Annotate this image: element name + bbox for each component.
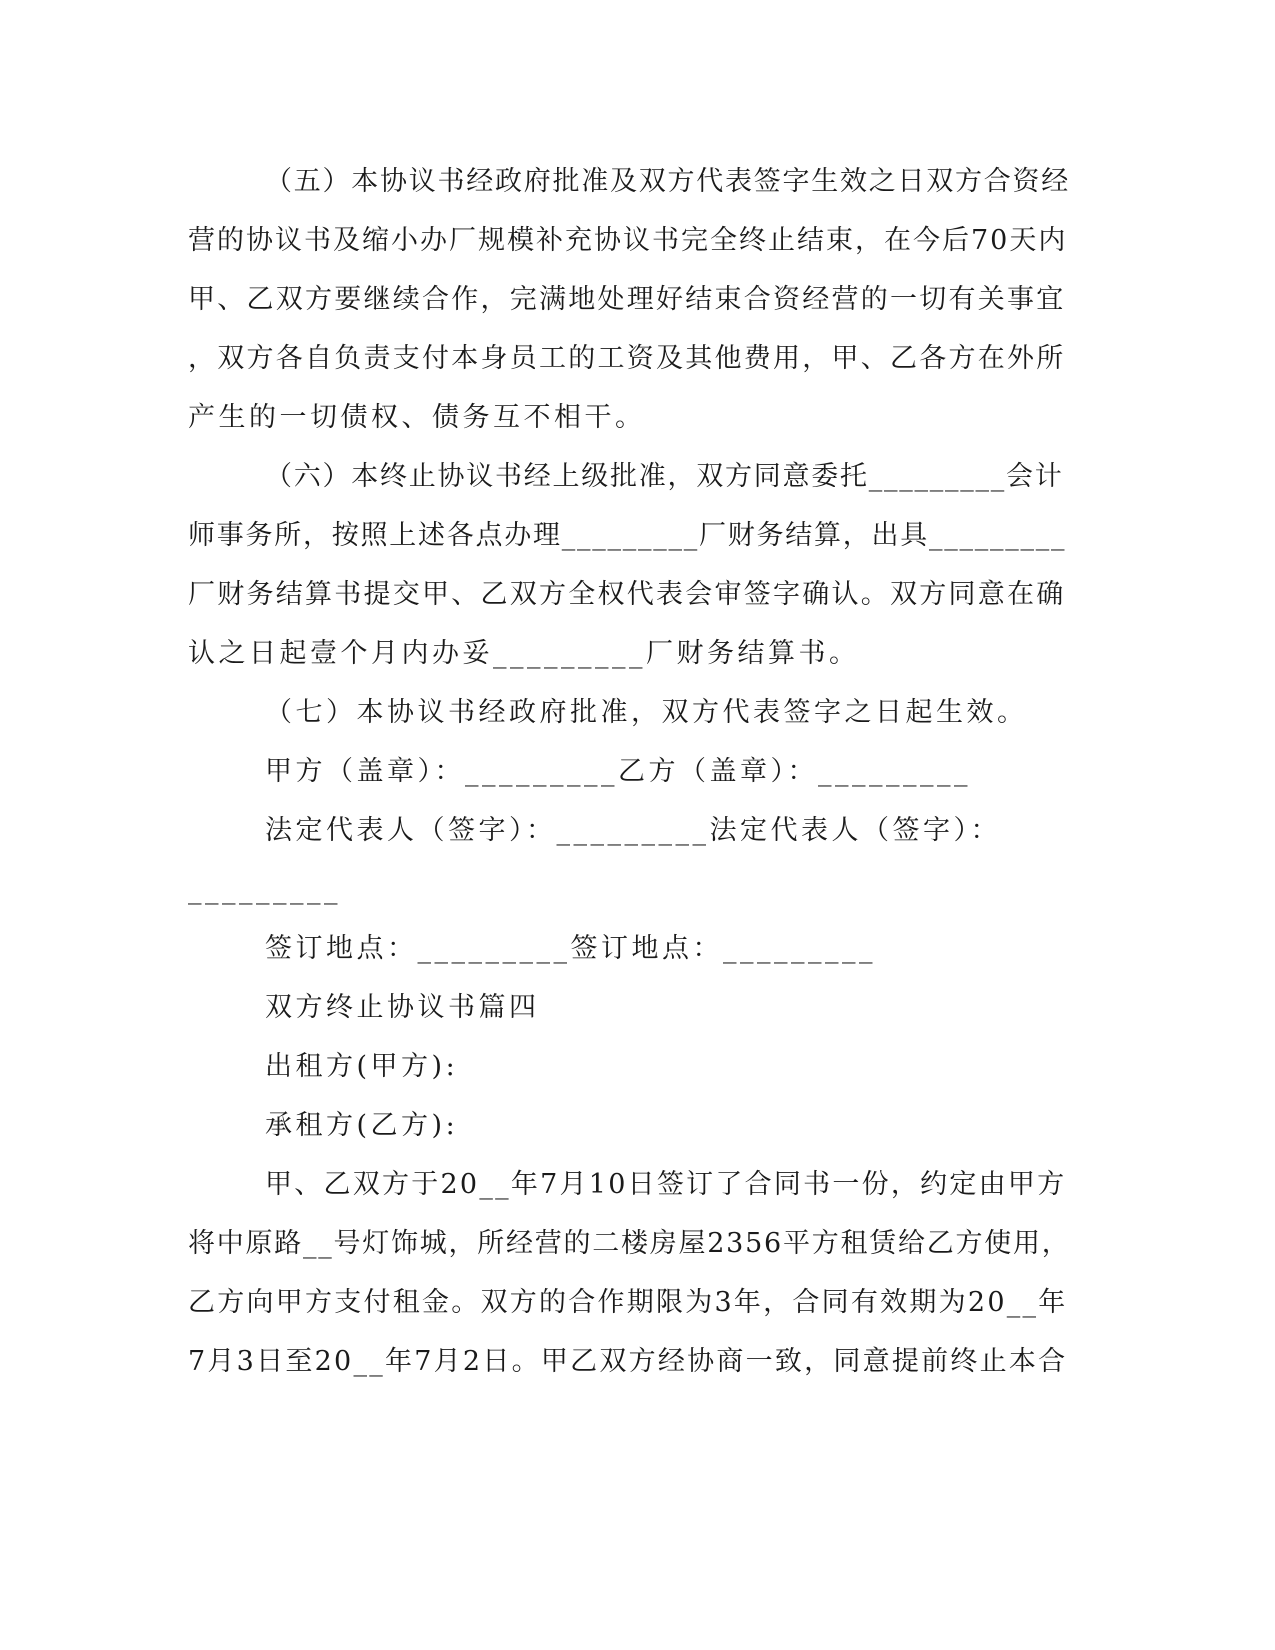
lessor-line: 出租方(甲方): xyxy=(265,1051,459,1082)
para-6-line-1: （六）本终止协议书经上级批准，双方同意委托_________会计 xyxy=(265,461,1064,492)
section-heading: 双方终止协议书篇四 xyxy=(265,992,540,1023)
lease-para-line-2: 将中原路__号灯饰城，所经营的二楼房屋2356平方租赁给乙方使用， xyxy=(188,1228,1071,1259)
lessee-line: 承租方(乙方): xyxy=(265,1110,459,1141)
signing-place-line: 签订地点：_________签订地点：_________ xyxy=(265,933,876,964)
party-seal-line: 甲方（盖章）：_________乙方（盖章）：_________ xyxy=(265,756,971,787)
para-5-line-1: （五）本协议书经政府批准及双方代表签字生效之日双方合资经 xyxy=(265,166,1070,197)
lease-para-line-3: 乙方向甲方支付租金。双方的合作期限为3年，合同有效期为20__年 xyxy=(188,1287,1068,1318)
para-6-line-3: 厂财务结算书提交甲、乙双方全权代表会审签字确认。双方同意在确 xyxy=(188,579,1066,610)
para-6-line-2: 师事务所，按照上述各点办理_________厂财务结算，出具_________ xyxy=(188,520,1067,551)
para-6-line-4: 认之日起壹个月内办妥_________厂财务结算书。 xyxy=(188,638,860,669)
para-7: （七）本协议书经政府批准，双方代表签字之日起生效。 xyxy=(265,697,1028,728)
para-5-line-4: ，双方各自负责支付本身员工的工资及其他费用，甲、乙各方在外所 xyxy=(188,343,1066,374)
lease-para-line-1: 甲、乙双方于20__年7月10日签订了合同书一份，约定由甲方 xyxy=(265,1169,1067,1200)
para-5-line-2: 营的协议书及缩小办厂规模补充协议书完全终止结束，在今后70天内 xyxy=(188,225,1068,256)
para-5-line-5: 产生的一切债权、债务互不相干。 xyxy=(188,402,646,433)
para-5-line-3: 甲、乙双方要继续合作，完满地处理好结束合资经营的一切有关事宜 xyxy=(188,284,1066,315)
legal-rep-line: 法定代表人（签字）：_________法定代表人（签字）： xyxy=(265,815,1001,846)
legal-rep-blank: _________ xyxy=(188,874,341,905)
lease-para-line-4: 7月3日至20__年7月2日。甲乙双方经协商一致，同意提前终止本合 xyxy=(188,1346,1068,1377)
